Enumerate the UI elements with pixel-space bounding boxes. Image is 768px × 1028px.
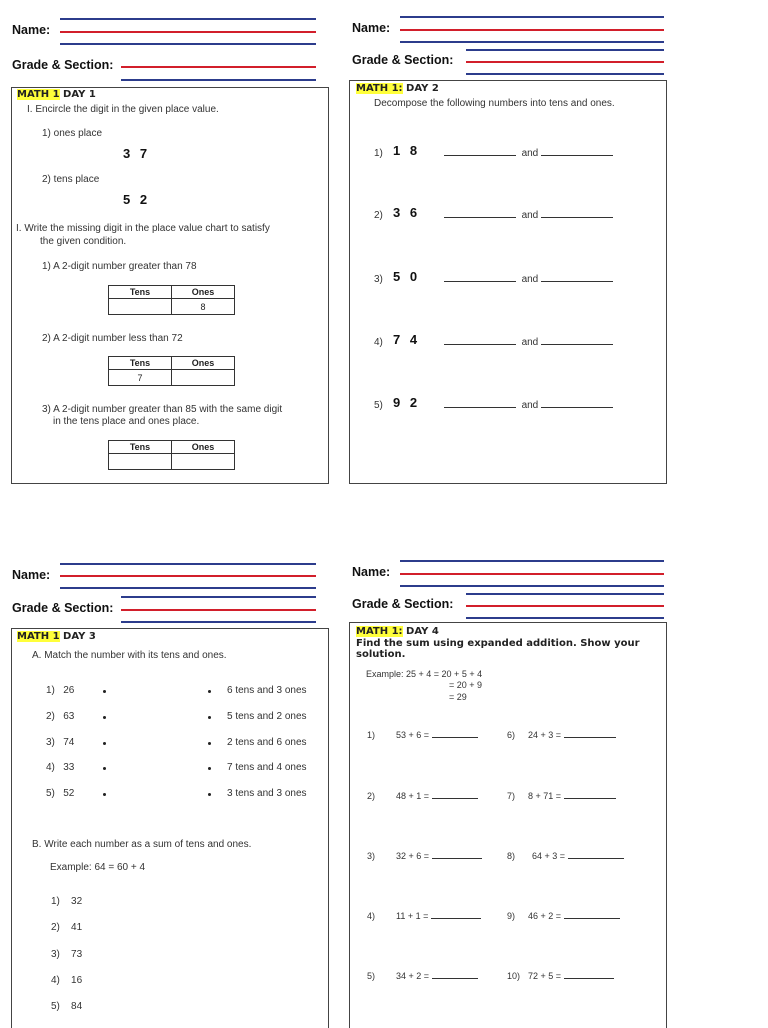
instruction: A. Match the number with its tens and ones.: [32, 650, 227, 661]
number: 7 4: [393, 332, 421, 347]
match-dot[interactable]: [103, 690, 106, 693]
answer-line[interactable]: 72 + 5 =: [528, 971, 614, 981]
place-value-chart: Tens Ones 7: [108, 356, 235, 386]
day-label: DAY 3: [59, 631, 96, 642]
answer-line[interactable]: and: [444, 274, 613, 285]
subject-tag: MATH 1: [17, 89, 60, 100]
name-label: Name:: [12, 23, 51, 37]
match-dot[interactable]: [103, 793, 106, 796]
instruction: I. Write the missing digit in the place value chart to satisfy: [16, 223, 270, 234]
answer-line[interactable]: 8 + 71 =: [528, 791, 616, 801]
answer-line[interactable]: 11 + 1 =: [396, 911, 481, 921]
day-label: DAY 2: [402, 83, 439, 94]
instruction: I. Encircle the digit in the given place value.: [27, 104, 219, 115]
match-dot[interactable]: [208, 767, 211, 770]
match-dot[interactable]: [103, 742, 106, 745]
grade-section-label: Grade & Section:: [352, 597, 454, 611]
match-dot[interactable]: [208, 742, 211, 745]
list-item: 1) 32: [51, 896, 83, 907]
answer-line[interactable]: and: [444, 337, 613, 348]
condition: 1) A 2-digit number greater than 78: [42, 261, 197, 272]
subject-tag: MATH 1: [17, 631, 60, 642]
place-value-chart: Tens Ones 8: [108, 285, 235, 315]
answer-line[interactable]: and: [444, 400, 613, 411]
number: 5 0: [393, 269, 421, 284]
match-dot[interactable]: [208, 793, 211, 796]
example: Example: 25 + 4 = 20 + 5 + 4: [366, 669, 483, 679]
answer-line[interactable]: 53 + 6 =: [396, 730, 478, 740]
match-dot[interactable]: [103, 716, 106, 719]
list-item: 4) 16: [51, 975, 83, 986]
answer-line[interactable]: 46 + 2 =: [528, 911, 620, 921]
number: 1 8: [393, 143, 421, 158]
answer-cell[interactable]: [172, 454, 235, 470]
place-value-chart: Tens Ones: [108, 440, 235, 470]
grade-section-label: Grade & Section:: [12, 601, 114, 615]
answer-line[interactable]: and: [444, 148, 613, 159]
number[interactable]: 5 2: [123, 192, 151, 207]
name-label: Name:: [352, 21, 391, 35]
list-item: 3) 73: [51, 949, 83, 960]
worksheet-day4: MATH 1: DAY 4 Find the sum using expanded addition. Show your solution. Example: 25 + 4 = 20 + 5 + 4 = 20 + 9 = 29 1) 53 + 6 = 6) 24 + 3 = 2) 48 + 1 = 7) 8 + 71 = 3) 32 + 6 = 8) 64 + 3 = 4) 11 + 1 = 9) 46 + 2 = 5) 34 + 2 = 10) 72 + 5 =: [349, 622, 667, 1028]
answer-line[interactable]: 32 + 6 =: [396, 851, 482, 861]
condition: 2) A 2-digit number less than 72: [42, 333, 183, 344]
example: = 29: [449, 692, 467, 702]
match-dot[interactable]: [208, 716, 211, 719]
answer-cell[interactable]: [109, 454, 172, 470]
worksheet-day2: MATH 1: DAY 2 Decompose the following numbers into tens and ones. 1) 1 8 and 2) 3 6 and 3) 5 0 and 4) 7 4 and 5) 9 2 and: [349, 80, 667, 484]
grade-section-label: Grade & Section:: [12, 58, 114, 72]
list-item: 5) 84: [51, 1001, 83, 1012]
day-label: DAY 1: [59, 89, 96, 100]
answer-line[interactable]: 64 + 3 =: [532, 851, 624, 861]
condition: 3) A 2-digit number greater than 85 with the same digit: [42, 404, 283, 415]
number: 9 2: [393, 395, 421, 410]
worksheet-day3: MATH 1 DAY 3 A. Match the number with its tens and ones. 1) 26 6 tens and 3 ones 2) 63 5 tens and 2 ones 3) 74 2 tens and 6 ones 4) 33 7 tens and 4 ones 5) 52 3 tens and 3 ones B. Write each number as a sum of tens and ones. Example: 64 = 60 + 4 1) 32 2) 41 3) 73 4) 16 5) 84: [11, 628, 329, 1028]
worksheet-day1: [11, 87, 329, 484]
name-label: Name:: [12, 568, 51, 582]
instruction: Decompose the following numbers into tens and ones.: [374, 98, 615, 109]
answer-line[interactable]: 48 + 1 =: [396, 791, 478, 801]
day-label: DAY 4: [402, 626, 439, 637]
question: 2) tens place: [42, 174, 100, 185]
instruction: the given condition.: [40, 236, 127, 247]
number[interactable]: 3 7: [123, 146, 151, 161]
answer-line[interactable]: 34 + 2 =: [396, 971, 478, 981]
answer-line[interactable]: and: [444, 210, 613, 221]
example: = 20 + 9: [449, 680, 483, 690]
answer-cell[interactable]: [109, 299, 172, 315]
instruction: B. Write each number as a sum of tens and ones.: [32, 839, 252, 850]
subject-tag: MATH 1:: [356, 83, 403, 94]
number: 3 6: [393, 205, 421, 220]
question: 1) ones place: [42, 128, 103, 139]
instruction: Find the sum using expanded addition. Show your solution.: [356, 638, 640, 660]
name-label: Name:: [352, 565, 391, 579]
example: Example: 64 = 60 + 4: [50, 862, 146, 873]
answer-cell[interactable]: [172, 370, 235, 386]
subject-tag: MATH 1:: [356, 626, 403, 637]
condition: in the tens place and ones place.: [53, 416, 200, 427]
grade-section-label: Grade & Section:: [352, 53, 454, 67]
list-item: 2) 41: [51, 922, 83, 933]
match-dot[interactable]: [103, 767, 106, 770]
answer-line[interactable]: 24 + 3 =: [528, 730, 616, 740]
match-dot[interactable]: [208, 690, 211, 693]
